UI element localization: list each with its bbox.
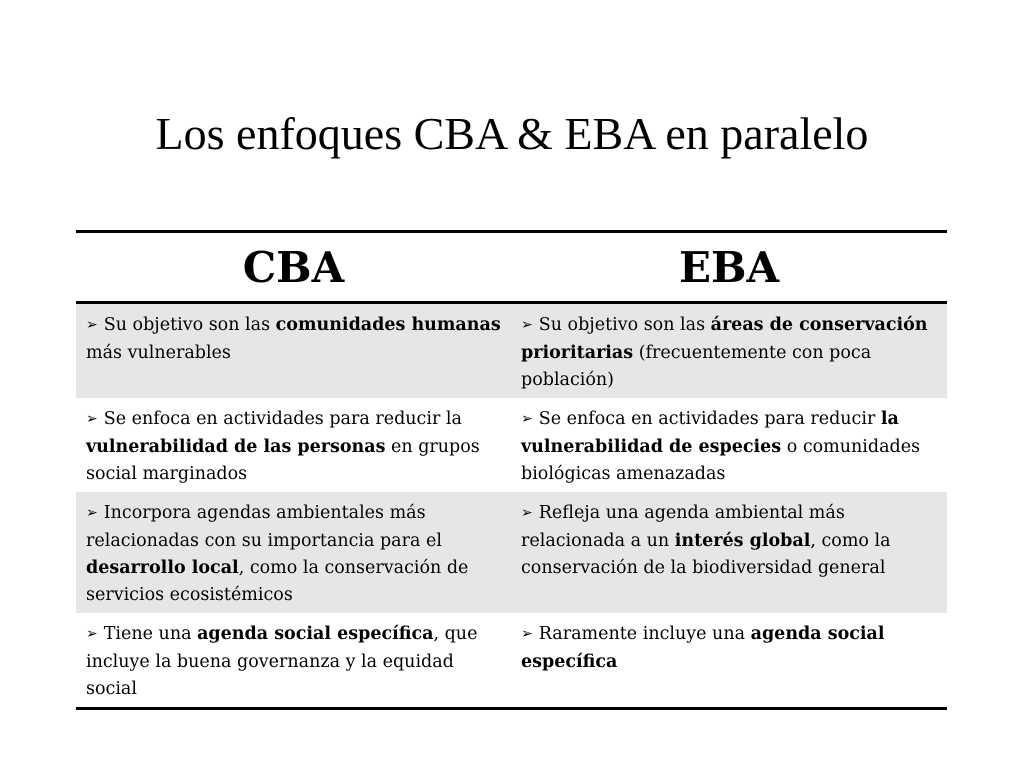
table-row (76, 613, 947, 709)
comparison-table (76, 230, 947, 710)
eba-cell (511, 492, 947, 613)
arrow-bullet-icon: ➢ (521, 626, 533, 642)
cell-text: , que incluye la buena governanza y la equidad social (86, 624, 478, 699)
eba-cell (511, 303, 947, 399)
cell-text: o comunidades biológicas amenazadas (521, 437, 921, 484)
cba-cell (76, 398, 511, 492)
column-header-eba: EBA (511, 232, 947, 303)
arrow-bullet-icon: ➢ (86, 505, 98, 521)
cell-text: Se enfoca en actividades para reducir (538, 409, 881, 429)
cell-text: Refleja una agenda ambiental más relacionada a un (521, 503, 845, 551)
cell-text: Se enfoca en actividades para reducir la (103, 409, 462, 429)
column-header-cba: CBA (76, 232, 511, 303)
table-header-row (76, 232, 947, 303)
table-row (76, 492, 947, 613)
eba-cell (511, 613, 947, 709)
cell-text: Su objetivo son las (103, 315, 276, 335)
slide-title: Los enfoques CBA & EBA en paralelo (155, 108, 869, 159)
table-row (76, 303, 947, 399)
table-body (76, 303, 947, 709)
bold-text: áreas de conservación prioritarias (521, 315, 928, 363)
table-row (76, 398, 947, 492)
arrow-bullet-icon: ➢ (86, 626, 98, 642)
bold-text: agenda social específica (197, 624, 434, 644)
arrow-bullet-icon: ➢ (86, 411, 98, 427)
bold-text: vulnerabilidad de las personas (86, 437, 386, 457)
arrow-bullet-icon: ➢ (521, 317, 533, 333)
cba-cell (76, 613, 511, 709)
bold-text: la vulnerabilidad de especies (521, 409, 899, 457)
cell-text: más vulnerables (86, 343, 231, 363)
bold-text: desarrollo local (86, 558, 239, 578)
arrow-bullet-icon: ➢ (521, 411, 533, 427)
cell-text: (frecuentemente con poca población) (521, 343, 872, 390)
arrow-bullet-icon: ➢ (521, 505, 533, 521)
bold-text: interés global (674, 531, 811, 551)
cell-text: Su objetivo son las (538, 315, 711, 335)
bold-text: comunidades humanas (275, 315, 501, 335)
cba-cell (76, 303, 511, 399)
cell-text: Incorpora agendas ambientales más relacionadas con su importancia para el (86, 503, 442, 551)
bold-text: agenda social específica (521, 624, 885, 672)
cell-text: , como la conservación de la biodiversidad general (521, 531, 891, 578)
cell-text: Raramente incluye una (538, 624, 751, 644)
cell-text: , como la conservación de servicios ecosistémicos (86, 558, 469, 605)
cba-cell (76, 492, 511, 613)
eba-cell (511, 398, 947, 492)
cell-text: en grupos social marginados (86, 437, 480, 484)
arrow-bullet-icon: ➢ (86, 317, 98, 333)
cell-text: Tiene una (103, 624, 198, 644)
